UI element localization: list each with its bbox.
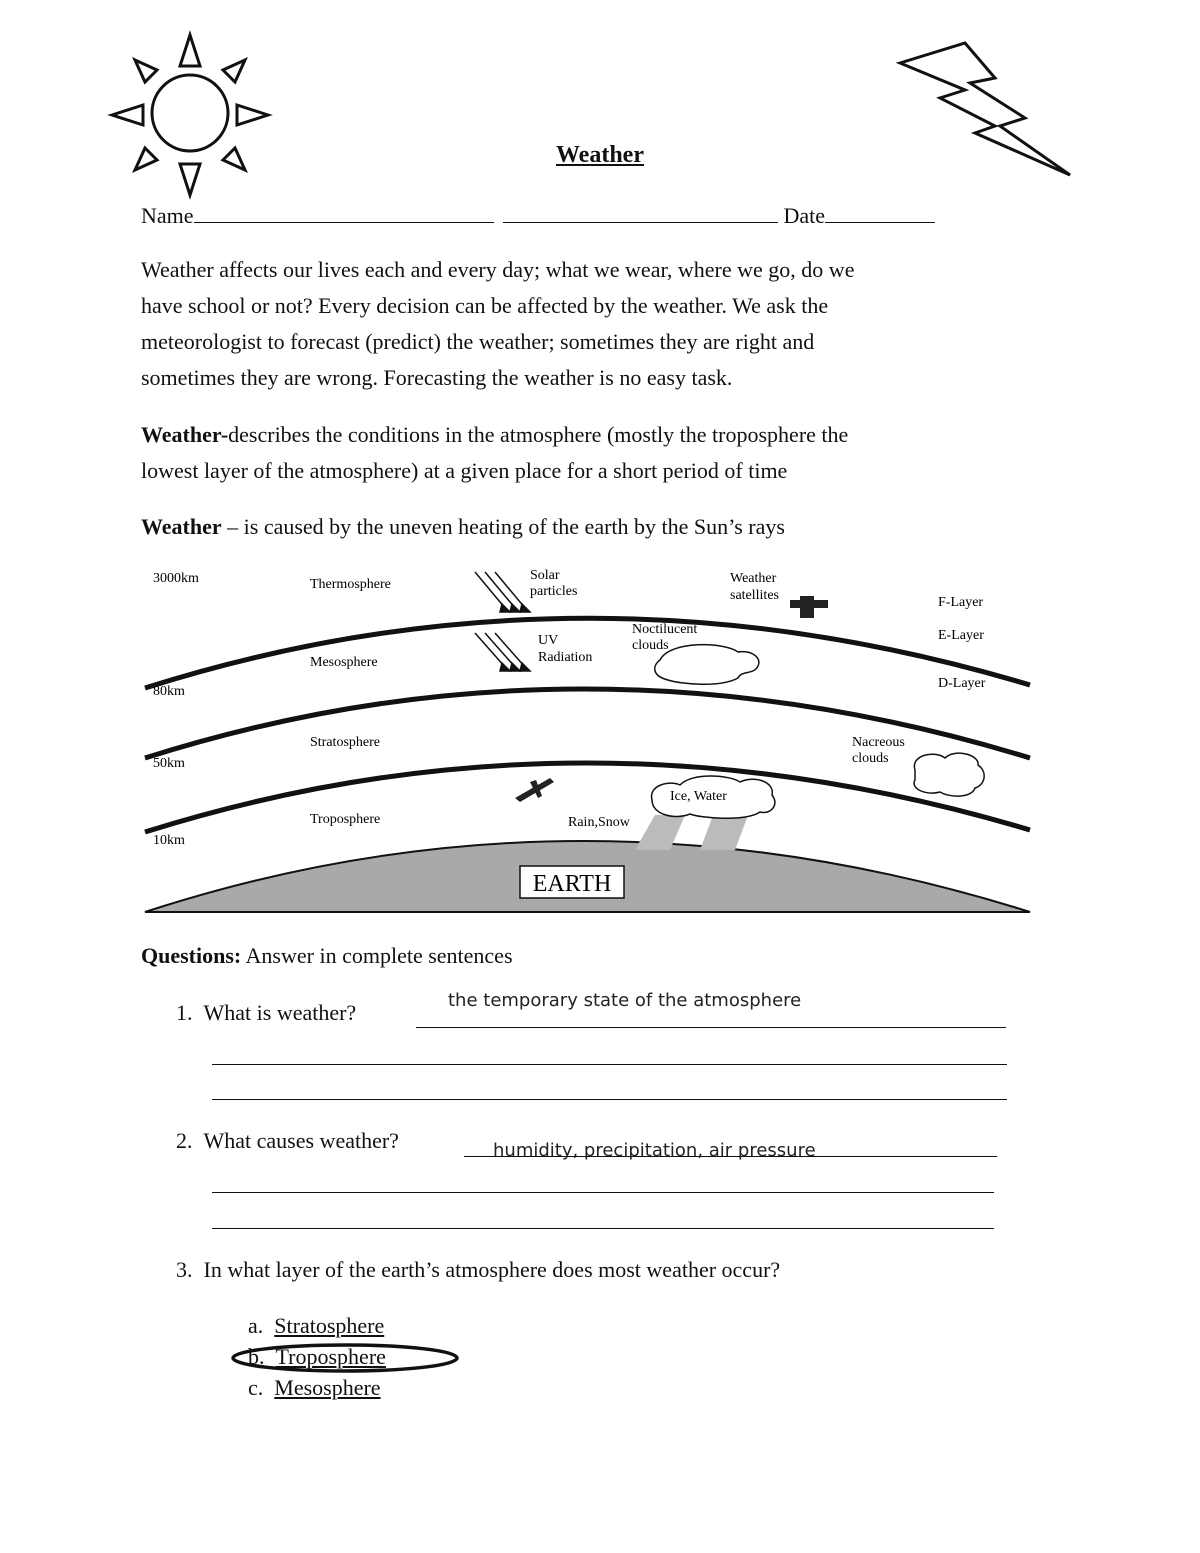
answer-line[interactable] — [416, 1027, 1006, 1028]
question-3 — [176, 1257, 780, 1283]
answer-2[interactable]: humidity, precipitation, air pressure — [493, 1140, 816, 1161]
answer-1[interactable]: the temporary state of the atmosphere — [448, 990, 802, 1011]
ice-water-label: Ice, Water — [670, 789, 727, 804]
option-text: Troposphere — [275, 1344, 386, 1369]
satellites-label-2: satellites — [730, 588, 779, 603]
name-field-extra[interactable] — [503, 200, 778, 223]
atmosphere-diagram — [140, 560, 1040, 920]
airplane-icon — [515, 778, 554, 802]
uv-radiation-arrows — [475, 633, 530, 671]
noctilucent-cloud — [655, 645, 759, 685]
question-number: 1. — [176, 1000, 193, 1025]
option-letter: b. — [248, 1344, 265, 1369]
sun-icon — [105, 30, 275, 200]
option-letter: c. — [248, 1375, 264, 1400]
intro-line: Weather affects our lives each and every day; what we wear, where we go, do we — [141, 257, 855, 282]
uv-label-1: UV — [538, 633, 559, 648]
uv-label-2: Radiation — [538, 650, 593, 665]
answer-line[interactable] — [212, 1099, 1007, 1100]
option-a[interactable] — [248, 1313, 384, 1339]
question-number: 2. — [176, 1128, 193, 1153]
altitude-10km: 10km — [153, 833, 185, 848]
cause-text: – is caused by the uneven heating of the earth by the Sun’s rays — [221, 514, 785, 539]
intro-line: meteorologist to forecast (predict) the weather; sometimes they are right and — [141, 329, 815, 354]
intro-line: have school or not? Every decision can be affected by the weather. We ask the — [141, 293, 829, 318]
layer-stratosphere: Stratosphere — [310, 735, 380, 750]
definition-term: Weather- — [141, 422, 229, 447]
nacreous-label-1: Nacreous — [852, 735, 905, 750]
questions-heading — [141, 943, 513, 969]
intro-line: sometimes they are wrong. Forecasting the weather is no easy task. — [141, 365, 733, 390]
d-layer-label: D-Layer — [938, 676, 986, 691]
question-text: What causes weather? — [203, 1128, 399, 1153]
satellites-label-1: Weather — [730, 571, 777, 586]
definition-line: describes the conditions in the atmosphere (mostly the troposphere the — [228, 422, 849, 447]
questions-heading-bold: Questions: — [141, 943, 242, 968]
nacreous-label-2: clouds — [852, 751, 889, 766]
option-text: Mesosphere — [274, 1375, 381, 1400]
solar-label-1: Solar — [530, 568, 560, 583]
cause-term: Weather — [141, 514, 222, 539]
layer-troposphere: Troposphere — [310, 812, 381, 827]
solar-particles-arrows — [475, 572, 530, 612]
option-c[interactable] — [248, 1375, 381, 1401]
option-letter: a. — [248, 1313, 264, 1338]
altitude-80km: 80km — [153, 684, 185, 699]
noctilucent-label-1: Noctilucent — [632, 622, 698, 637]
date-label: Date — [783, 203, 826, 228]
solar-label-2: particles — [530, 584, 578, 599]
question-1 — [176, 1000, 356, 1026]
e-layer-label: E-Layer — [938, 628, 984, 643]
f-layer-label: F-Layer — [938, 595, 984, 610]
name-field[interactable] — [194, 200, 494, 223]
question-number: 3. — [176, 1257, 193, 1282]
answer-line[interactable] — [464, 1156, 997, 1157]
layer-mesosphere: Mesosphere — [310, 655, 378, 670]
answer-line[interactable] — [212, 1228, 994, 1229]
answer-circle-mark — [228, 1340, 464, 1378]
altitude-50km: 50km — [153, 756, 185, 771]
nacreous-cloud — [914, 753, 984, 796]
option-text: Stratosphere — [274, 1313, 385, 1338]
question-text: In what layer of the earth’s atmosphere does most weather occur? — [203, 1257, 781, 1282]
earth-label: EARTH — [532, 871, 612, 897]
page-title: Weather — [556, 142, 644, 168]
rain-snow-label: Rain,Snow — [568, 815, 630, 830]
name-label: Name — [141, 203, 194, 228]
answer-line[interactable] — [212, 1192, 994, 1193]
weather-definition — [141, 417, 1061, 489]
question-2 — [176, 1128, 399, 1154]
altitude-3000km: 3000km — [153, 571, 199, 586]
name-date-line — [141, 200, 935, 229]
answer-line[interactable] — [212, 1064, 1007, 1065]
layer-thermosphere: Thermosphere — [310, 577, 391, 592]
date-field[interactable] — [825, 200, 935, 223]
question-text: What is weather? — [203, 1000, 357, 1025]
weather-cause — [141, 509, 1061, 545]
questions-heading-text: Answer in complete sentences — [241, 943, 513, 968]
noctilucent-label-2: clouds — [632, 638, 669, 653]
intro-paragraph — [141, 252, 1061, 396]
definition-line: lowest layer of the atmosphere) at a given place for a short period of time — [141, 458, 788, 483]
satellite-icon — [790, 596, 828, 618]
